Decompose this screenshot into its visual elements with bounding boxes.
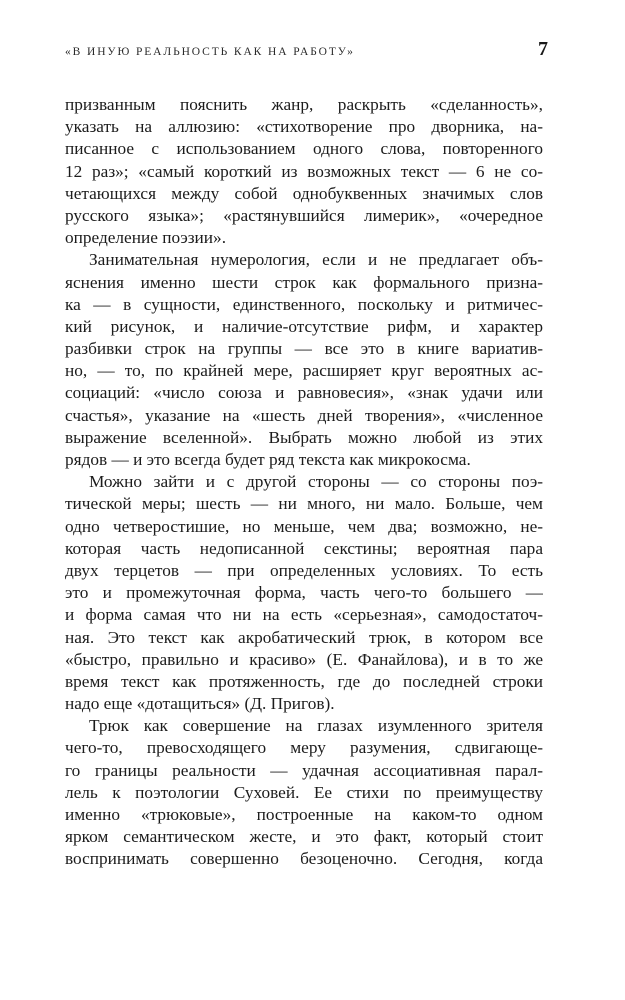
text-line: двух терцетов — при определенных условиях. То есть	[65, 560, 543, 580]
text-line: одно четверостишие, но меньше, чем два; возможно, не-	[65, 516, 543, 536]
text-line: лель к поэтологии Суховей. Ее стихи по преимуществу	[65, 782, 543, 802]
text-line: Занимательная нумерология, если и не предлагает объ-	[89, 250, 543, 270]
text-line: это и промежуточная форма, часть чего-то большего —	[65, 583, 543, 603]
text-line: именно «трюковые», построенные на каком-то одном	[65, 805, 543, 824]
running-head: «В ИНУЮ РЕАЛЬНОСТЬ КАК НА РАБОТУ»	[65, 46, 355, 58]
text-line: определение поэзии».	[65, 228, 227, 248]
text-line: разбивки строк на группы — все это в книге вариатив-	[65, 339, 543, 359]
text-line: воспринимать совершенно безоценочно. Сегодня, когда	[65, 849, 543, 869]
page-number: 7	[538, 38, 548, 60]
text-line: надо еще «дотащиться» (Д. Пригов).	[65, 694, 335, 714]
text-line: время текст как протяженность, где до последней строки	[65, 671, 543, 691]
text-line: четающихся между собой однобуквенных значимых слов	[65, 183, 543, 203]
text-line: тической меры; шесть — ни много, ни мало. Больше, чем	[65, 494, 543, 514]
paragraph	[65, 249, 543, 471]
text-line: но, — то, по крайней мере, расширяет круг вероятных ас-	[65, 361, 543, 381]
text-line: призванным пояснить жанр, раскрыть «сделанность»,	[65, 95, 543, 114]
text-line: ярком семантическом жесте, и это факт, который стоит	[65, 827, 543, 847]
text-line: выражение вселенной». Выбрать можно любой из этих	[65, 427, 543, 447]
text-line: счастья», указание на «шесть дней творения», «численное	[65, 405, 543, 425]
text-line: писанное с использованием одного слова, повторенного	[65, 139, 543, 159]
text-line: чего-то, превосходящего меру разумения, сдвигающе-	[65, 738, 543, 758]
text-line: го границы реальности — удачная ассоциативная парал-	[65, 760, 543, 780]
text-line: рядов — и это всегда будет ряд текста как микрокосма.	[65, 450, 471, 469]
text-line: и форма самая что ни на есть «серьезная», самодостаточ-	[65, 605, 543, 625]
text-line: русского языка»; «растянувшийся лимерик», «очередное	[65, 205, 543, 225]
text-line: яснения именно шести строк как формального призна-	[65, 272, 543, 292]
text-line: 12 раз»; «самый короткий из возможных текст — 6 не со-	[65, 161, 543, 181]
text-line: указать на аллюзию: «стихотворение про дворника, на-	[65, 117, 543, 137]
text-line: ка — в сущности, единственного, поскольку и ритмичес-	[65, 294, 543, 314]
text-line: Трюк как совершение на глазах изумленного зрителя	[89, 716, 543, 736]
text-line: социаций: «число союза и равновесия», «знак удачи или	[65, 383, 543, 403]
text-line: ная. Это текст как акробатический трюк, в котором все	[65, 627, 543, 647]
paragraph	[65, 715, 543, 870]
text-line: «быстро, правильно и красиво» (Е. Фанайлова), и в то же	[65, 649, 543, 669]
paragraph	[65, 94, 543, 249]
paragraph	[65, 471, 543, 715]
text-line: кий рисунок, и наличие-отсутствие рифм, и характер	[65, 316, 543, 336]
text-line: которая часть недописанной секстины; вероятная пара	[65, 538, 543, 558]
text-line: Можно зайти и с другой стороны — со стороны поэ-	[89, 472, 543, 492]
body-text	[65, 94, 543, 871]
